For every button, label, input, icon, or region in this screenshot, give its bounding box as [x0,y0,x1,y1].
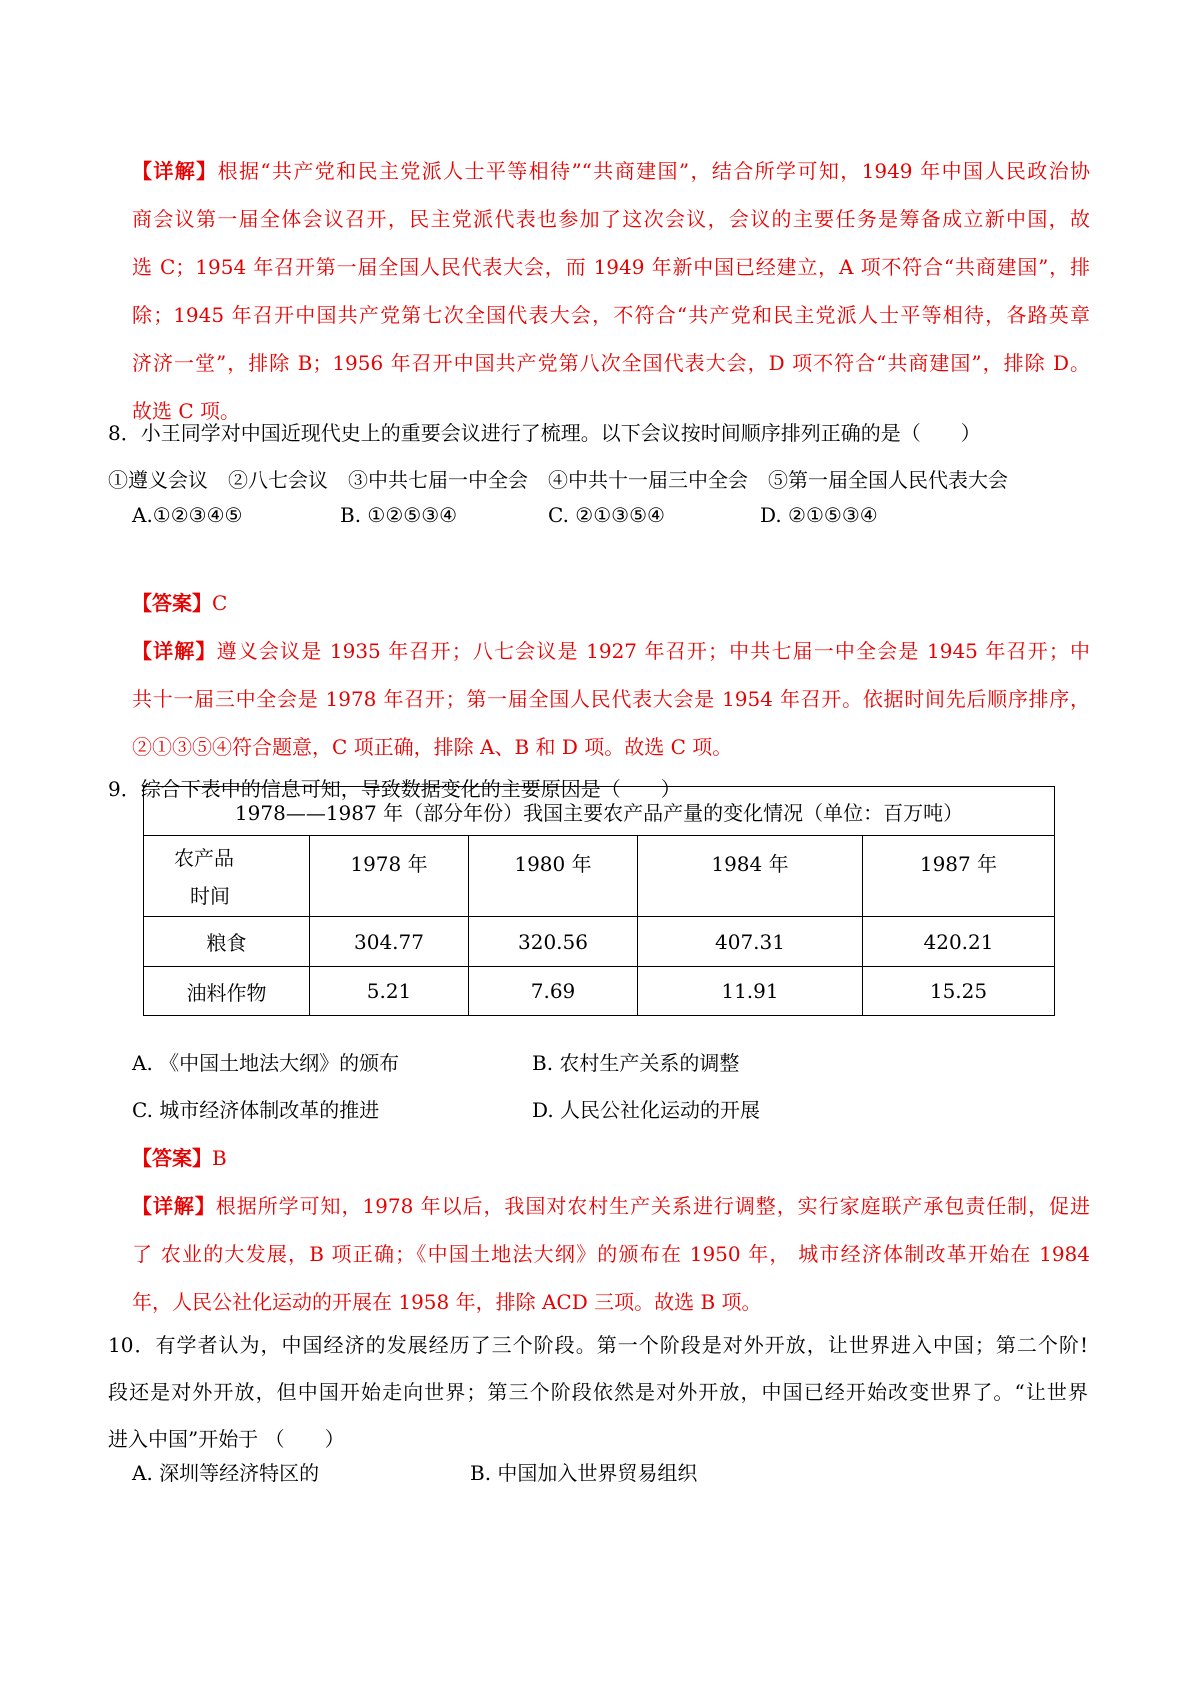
q8-question [108,410,1088,504]
q8-option-d: D. ②①⑤③④ [760,503,878,527]
table-row [144,917,1055,967]
q10-stem-line-1: 10．有学者认为，中国经济的发展经历了三个阶段。第一个阶段是对外开放，让世界进入中国；第二个阶! [108,1333,1088,1357]
q8-detail-line-2: 共十一届三中全会是 1978 年召开；第一届全国人民代表大会是 1954 年召开。依据时间先后顺序排序， [132,687,1090,711]
q7-detail [132,147,1090,195]
q7-detail-line-2: 商会议第一届全体会议召开，民主党派代表也参加了这次会议，会议的主要任务是筹备成立新中国，故 [132,207,1090,231]
year-header: 1987 年 [863,836,1055,917]
q9-stem: 9．综合下表中的信息可知，导致数据变化的主要原因是（ ） [108,777,681,801]
q9-detail [132,1182,1090,1326]
q8-detail-line-3: ②①③⑤④符合题意，C 项正确，排除 A、B 和 D 项。故选 C 项。 [132,735,733,759]
q8-stem: 8．小王同学对中国近现代史上的重要会议进行了梳理。以下会议按时间顺序排列正确的是（ ） [108,421,981,445]
q8-detail-tag: 【详解】 [132,639,217,663]
row-label: 粮食 [144,917,310,967]
table-cell: 320.56 [469,917,638,967]
q8-option-a: A.①②③④⑤ [132,503,243,527]
q9-answer [132,1134,1090,1182]
q7-detail-cont [132,195,1090,435]
table-row [144,967,1055,1016]
q9-option-d: D. 人民公社化运动的开展 [532,1098,761,1122]
q9-option-a: A. 《中国土地法大纲》的颁布 [132,1051,400,1075]
q7-detail-line-6: 故选 C 项。 [132,399,241,423]
corner-bottom-label: 时间 [190,884,230,908]
table-cell: 7.69 [469,967,638,1016]
q8-detail [132,627,1090,771]
table-cell: 5.21 [310,967,469,1016]
q10-option-a: A. 深圳等经济特区的 [132,1461,320,1485]
table-cell: 304.77 [310,917,469,967]
q7-detail-line-4: 除；1945 年召开中国共产党第七次全国代表大会，不符合“共产党和民主党派人士平等相待，各路英章 [132,303,1090,327]
q8-answer [132,579,1090,627]
q9-answer-value: B [212,1146,227,1170]
q9-option-c: C. 城市经济体制改革的推进 [132,1098,380,1122]
year-header: 1978 年 [310,836,469,917]
q8-option-c: C. ②①③⑤④ [548,503,665,527]
table-cell: 11.91 [638,967,863,1016]
table-caption: 1978——1987 年（部分年份）我国主要农产品产量的变化情况（单位：百万吨） [144,787,1055,836]
q7-detail-line-1: 【详解】根据“共产党和民主党派人士平等相待”“共商建国”，结合所学可知，1949 年中国人民政治协 [132,159,1091,183]
table-corner-cell [144,836,310,917]
q10-stem-line-3: 进入中国”开始于 （ ） [108,1427,345,1451]
q8-detail-line-1: 【详解】遵义会议是 1935 年召开；八七会议是 1927 年召开；中共七届一中全会是 1945 年召开；中 [132,639,1091,663]
year-header: 1980 年 [469,836,638,917]
q7-detail-line-5: 济济一堂”，排除 B；1956 年召开中国共产党第八次全国代表大会，D 项不符合“共商建国”，排除 D。 [132,351,1090,375]
table-cell: 407.31 [638,917,863,967]
q7-detail-tag: 【详解】 [132,159,218,183]
q9-detail-tag: 【详解】 [132,1194,216,1218]
q9-answer-tag: 【答案】 [132,1146,212,1170]
q9-detail-line-1: 【详解】根据所学可知，1978 年以后，我国对农村生产关系进行调整，实行家庭联产承包责任制，促进 [132,1194,1090,1218]
q10-stem-line-2: 段还是对外开放，但中国开始走向世界；第三个阶段依然是对外开放，中国已经开始改变世界了。“让世界 [108,1380,1088,1404]
q8-answer-value: C [212,591,228,615]
q10-option-b: B. 中国加入世界贸易组织 [470,1461,698,1485]
corner-top-label: 农产品 [174,846,234,870]
q10-question [108,1322,1088,1463]
q9-option-b: B. 农村生产关系的调整 [532,1051,740,1075]
row-label: 油料作物 [144,967,310,1016]
year-header: 1984 年 [638,836,863,917]
q8-items: ①遵义会议 ②八七会议 ③中共七届一中全会 ④中共十一届三中全会 ⑤第一届全国人民代表大会 [108,468,1008,492]
q9-detail-line-2: 了 农业的大发展，B 项正确；《中国土地法大纲》的颁布在 1950 年， 城市经济体制改革开始在 1984 [132,1242,1090,1266]
q7-detail-line-3: 选 C；1954 年召开第一届全国人民代表大会，而 1949 年新中国已经建立，A 项不符合“共商建国”，排 [132,255,1090,279]
q8-answer-tag: 【答案】 [132,591,212,615]
q8-option-b: B. ①②⑤③④ [340,503,458,527]
table-cell: 15.25 [863,967,1055,1016]
production-table [143,786,1055,1016]
table-cell: 420.21 [863,917,1055,967]
q9-detail-line-3: 年，人民公社化运动的开展在 1958 年，排除 ACD 三项。故选 B 项。 [132,1290,762,1314]
